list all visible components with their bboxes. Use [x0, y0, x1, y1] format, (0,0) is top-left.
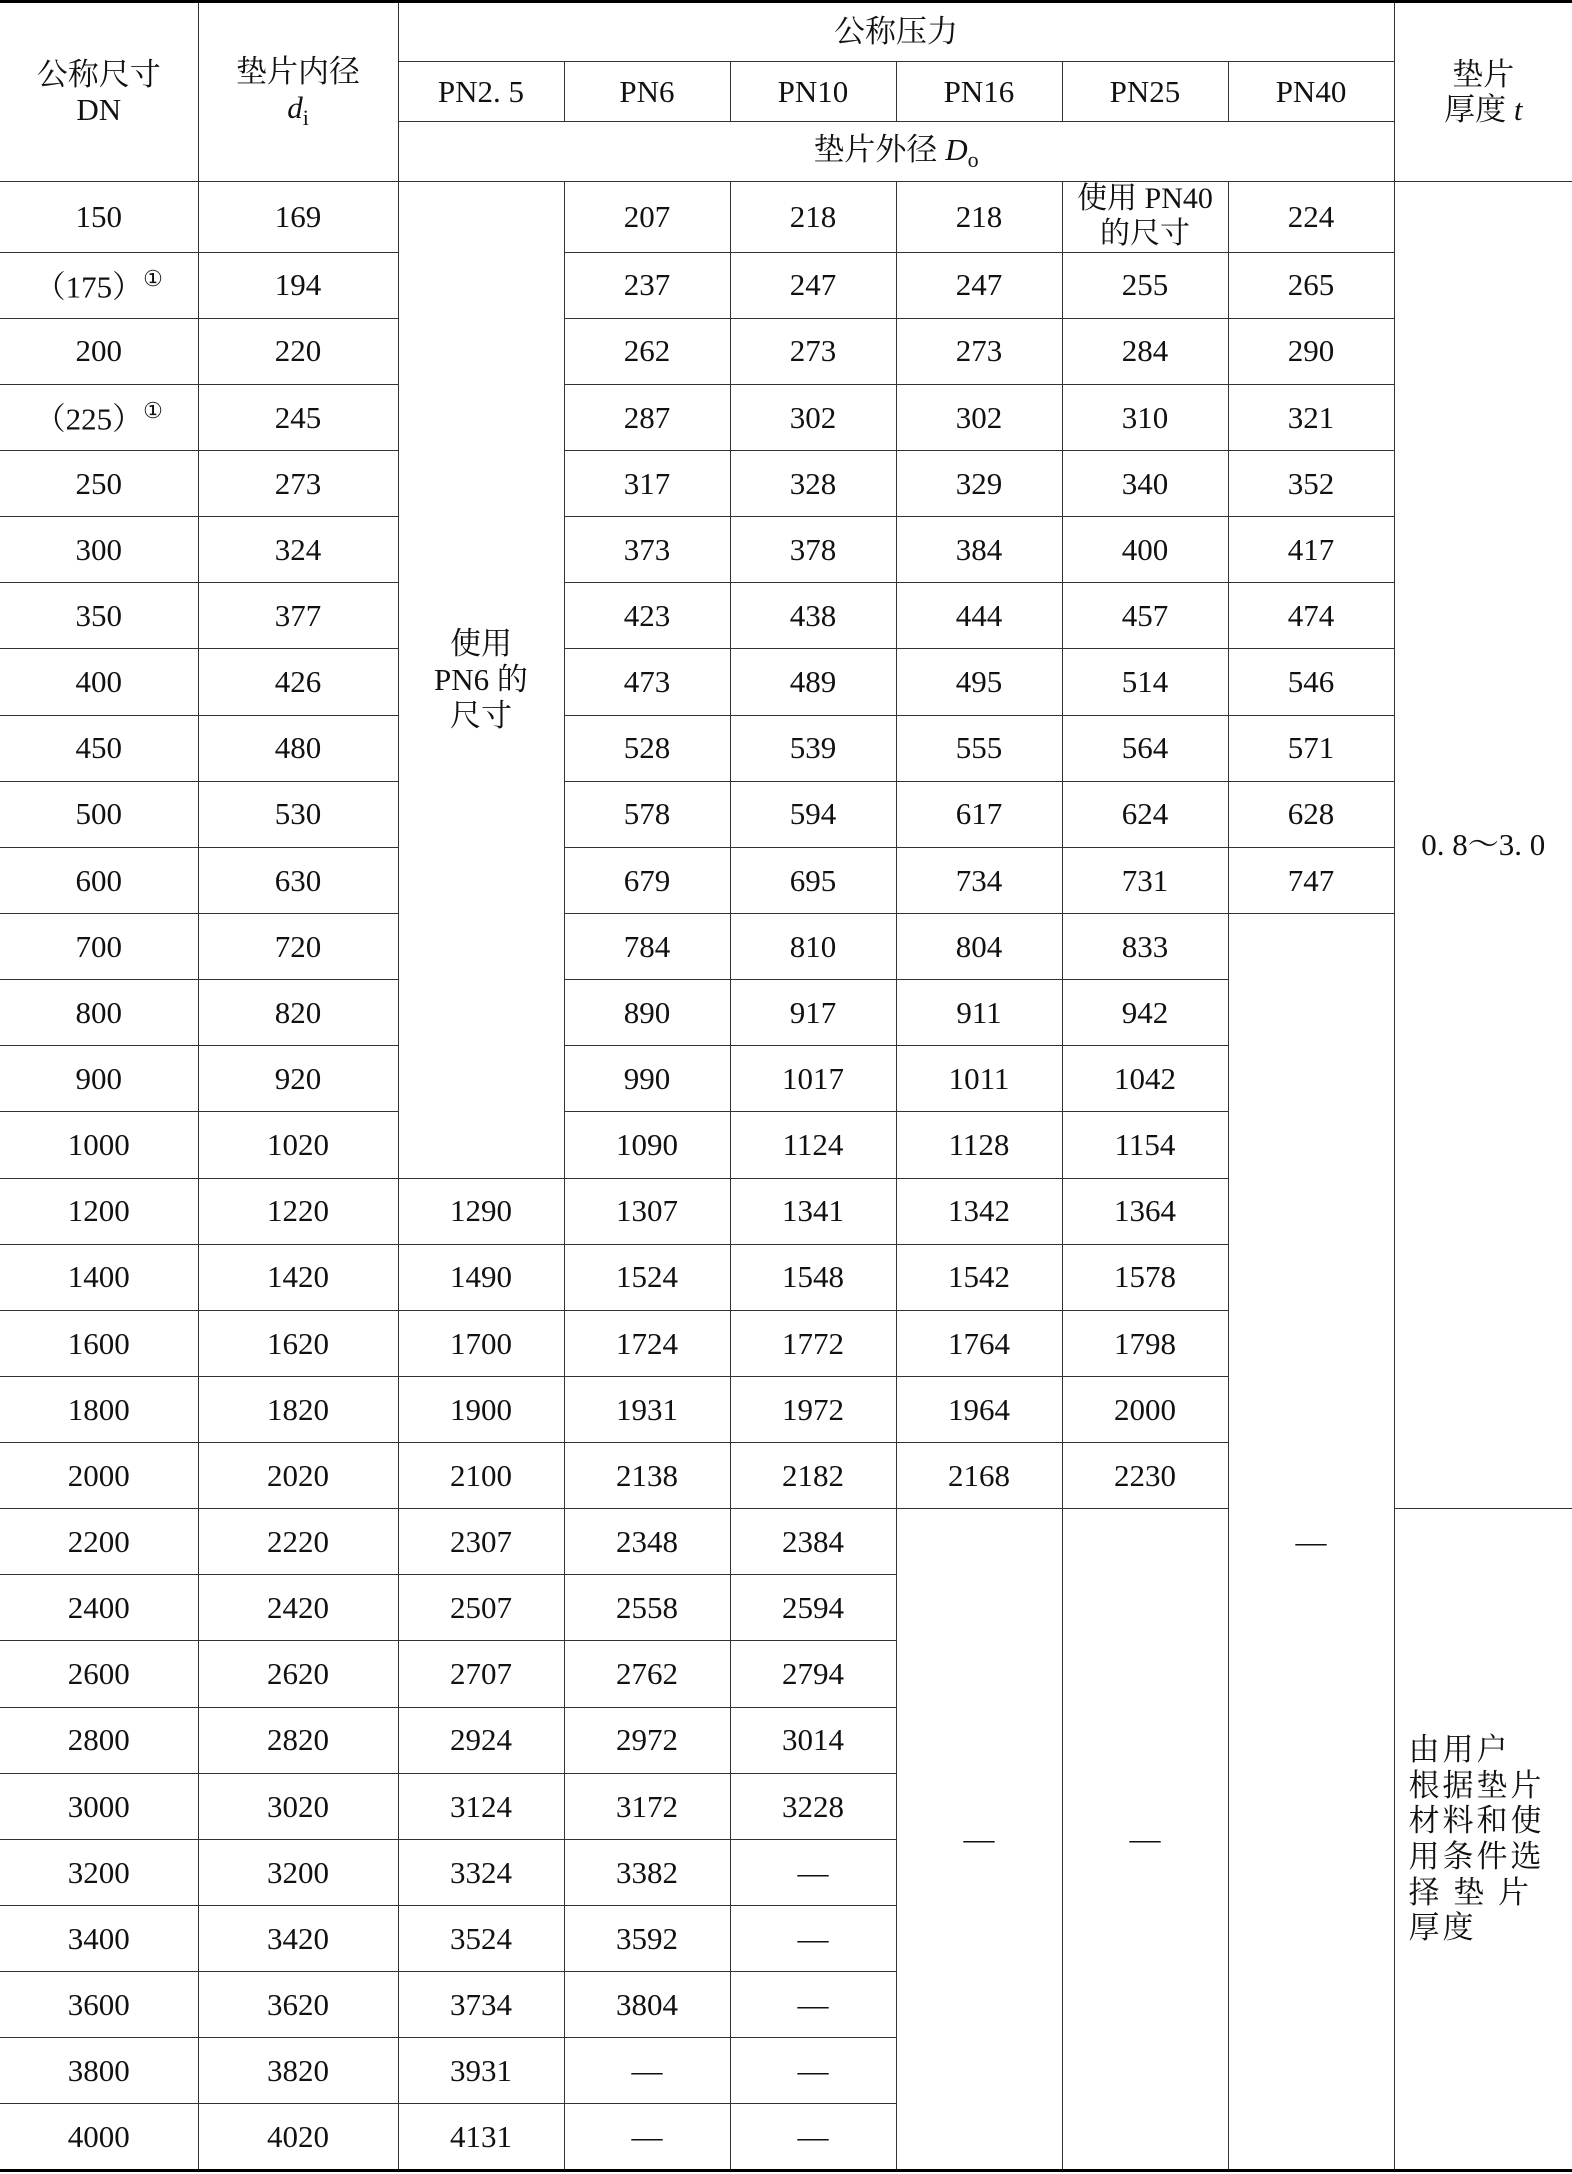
dn-value: 900: [75, 1060, 122, 1096]
di-cell: 480: [198, 715, 398, 781]
dn-value: （175）: [34, 268, 144, 304]
dn-value: 3400: [67, 1920, 130, 1956]
pn6-cell: 1524: [564, 1244, 730, 1310]
pn16-cell: 1128: [896, 1112, 1062, 1178]
pn25-cell: 833: [1062, 913, 1228, 979]
pn25-cell: 340: [1062, 450, 1228, 516]
pn10-cell: 2182: [730, 1443, 896, 1509]
pn25-cell: 731: [1062, 847, 1228, 913]
pn10-cell: 594: [730, 781, 896, 847]
di-cell: 3200: [198, 1839, 398, 1905]
di-cell: 1820: [198, 1376, 398, 1442]
pn10-cell: 1017: [730, 1046, 896, 1112]
dn-cell: [0, 2038, 198, 2104]
dn-cell: [0, 715, 198, 781]
pn40-cell: 546: [1228, 649, 1394, 715]
pn6-cell: 262: [564, 318, 730, 384]
pn6-cell: 423: [564, 583, 730, 649]
di-cell: 3620: [198, 1972, 398, 2038]
pn10-cell: 1772: [730, 1310, 896, 1376]
dn-cell: [0, 847, 198, 913]
pn25-cell: 1578: [1062, 1244, 1228, 1310]
di-cell: 194: [198, 252, 398, 318]
pn40-cell: 417: [1228, 517, 1394, 583]
dn-value: 800: [75, 994, 122, 1030]
di-cell: 530: [198, 781, 398, 847]
pn16-cell: 444: [896, 583, 1062, 649]
pn6-cell: 2558: [564, 1575, 730, 1641]
di-cell: 2820: [198, 1707, 398, 1773]
pn6-cell: 2138: [564, 1443, 730, 1509]
dn-cell: [0, 980, 198, 1046]
pn-column-header: PN16: [896, 62, 1062, 122]
note-line: 由用户: [1408, 1732, 1511, 1768]
dn-value: 1200: [67, 1193, 130, 1229]
pn6-cell: 1307: [564, 1178, 730, 1244]
dn-value: 500: [75, 796, 122, 832]
dn-cell: [0, 781, 198, 847]
pn2_5-cell: 3124: [398, 1773, 564, 1839]
thickness-header: 垫片 厚度 t: [1394, 2, 1572, 182]
pn10-cell: 695: [730, 847, 896, 913]
pn6-cell: 237: [564, 252, 730, 318]
pn40-cell: 224: [1228, 182, 1394, 252]
pn2_5-cell: 2307: [398, 1509, 564, 1575]
pn6-cell: 3382: [564, 1839, 730, 1905]
di-cell: 2420: [198, 1575, 398, 1641]
di-cell: 3420: [198, 1906, 398, 1972]
table-row: [0, 913, 1572, 979]
pn-column-header: PN2. 5: [398, 62, 564, 122]
pn40-cell: 571: [1228, 715, 1394, 781]
dn-cell: [0, 252, 198, 318]
pn16-cell: 218: [896, 182, 1062, 252]
table-row: [0, 450, 1572, 516]
note-line: 根据垫片: [1408, 1767, 1545, 1803]
pn40-cell: 474: [1228, 583, 1394, 649]
dn-cell: [0, 1178, 198, 1244]
pn10-cell: 917: [730, 980, 896, 1046]
pn16-cell: 734: [896, 847, 1062, 913]
dn-cell: [0, 1376, 198, 1442]
pn10-cell: —: [730, 2104, 896, 2171]
pn10-cell: —: [730, 1839, 896, 1905]
note-line: 厚度: [1408, 1910, 1477, 1946]
di-cell: 630: [198, 847, 398, 913]
pn2_5-cell: 4131: [398, 2104, 564, 2171]
dn-cell: [0, 450, 198, 516]
dn-cell: [0, 384, 198, 450]
pn10-cell: 218: [730, 182, 896, 252]
pn10-cell: 273: [730, 318, 896, 384]
pn10-cell: 1341: [730, 1178, 896, 1244]
pn-column-header: PN6: [564, 62, 730, 122]
pn10-cell: —: [730, 1906, 896, 1972]
pn2_5-cell: 1700: [398, 1310, 564, 1376]
note-line: 用条件选: [1408, 1839, 1545, 1875]
dn-cell: [0, 1839, 198, 1905]
pn6-cell: 473: [564, 649, 730, 715]
di-cell: 920: [198, 1046, 398, 1112]
dn-value: 700: [75, 928, 122, 964]
pn6-cell: 990: [564, 1046, 730, 1112]
pn16-cell: 2168: [896, 1443, 1062, 1509]
pn10-cell: 3228: [730, 1773, 896, 1839]
pn16-cell: 1542: [896, 1244, 1062, 1310]
pn40-cell: 628: [1228, 781, 1394, 847]
pn10-cell: 247: [730, 252, 896, 318]
pn6-cell: 2348: [564, 1509, 730, 1575]
table-row: [0, 252, 1572, 318]
pn25-cell: 564: [1062, 715, 1228, 781]
pn16-cell: 1764: [896, 1310, 1062, 1376]
dn-cell: [0, 517, 198, 583]
table-row: [0, 384, 1572, 450]
dn-value: 300: [75, 531, 122, 567]
dn-cell: [0, 1310, 198, 1376]
di-cell: 720: [198, 913, 398, 979]
pn6-cell: 3172: [564, 1773, 730, 1839]
pn6-cell: 1931: [564, 1376, 730, 1442]
di-cell: 169: [198, 182, 398, 252]
pn25-cell: 942: [1062, 980, 1228, 1046]
di-cell: 1620: [198, 1310, 398, 1376]
dn-cell: [0, 1641, 198, 1707]
dn-value: 4000: [67, 2118, 130, 2154]
pn16-cell: 1964: [896, 1376, 1062, 1442]
pn25-cell: 310: [1062, 384, 1228, 450]
pn25-cell: 400: [1062, 517, 1228, 583]
pn10-cell: 328: [730, 450, 896, 516]
table-row: [0, 847, 1572, 913]
dn-cell: [0, 1046, 198, 1112]
pn25-cell: 1798: [1062, 1310, 1228, 1376]
dn-cell: [0, 318, 198, 384]
di-header: 垫片内径 $d_i$: [198, 2, 398, 182]
dn-value: 2600: [67, 1656, 130, 1692]
table-row: [0, 583, 1572, 649]
pn25-cell: 1042: [1062, 1046, 1228, 1112]
pn16-dash-cell: —: [896, 1509, 1062, 2171]
pn16-cell: 911: [896, 980, 1062, 1046]
di-cell: 1420: [198, 1244, 398, 1310]
dn-value: 250: [75, 465, 122, 501]
pn2_5-cell: 3324: [398, 1839, 564, 1905]
pn16-cell: 495: [896, 649, 1062, 715]
dn-value: 1800: [67, 1391, 130, 1427]
footnote-mark: ①: [143, 397, 163, 423]
dn-value: 1000: [67, 1127, 130, 1163]
pn10-cell: 2794: [730, 1641, 896, 1707]
pn6-cell: 207: [564, 182, 730, 252]
pn6-cell: —: [564, 2038, 730, 2104]
pn2_5-cell: 2100: [398, 1443, 564, 1509]
di-cell: 4020: [198, 2104, 398, 2171]
pn6-cell: 890: [564, 980, 730, 1046]
pn6-cell: —: [564, 2104, 730, 2171]
di-cell: 3020: [198, 1773, 398, 1839]
pn25-cell: 457: [1062, 583, 1228, 649]
pressure-header: 公称压力: [398, 2, 1394, 62]
pn-column-header: PN25: [1062, 62, 1228, 122]
pn10-cell: —: [730, 1972, 896, 2038]
pn6-cell: 528: [564, 715, 730, 781]
dn-value: 3200: [67, 1854, 130, 1890]
pn2_5-cell: 2507: [398, 1575, 564, 1641]
di-cell: 820: [198, 980, 398, 1046]
pn2_5-cell: 3524: [398, 1906, 564, 1972]
pn25-use-pn40-cell: [1062, 182, 1228, 252]
pn10-cell: 2594: [730, 1575, 896, 1641]
dn-value: 1400: [67, 1259, 130, 1295]
pn2_5-cell: 1900: [398, 1376, 564, 1442]
table-row: [0, 517, 1572, 583]
pn16-cell: 247: [896, 252, 1062, 318]
pn10-cell: 1972: [730, 1376, 896, 1442]
pn2_5-cell: 3734: [398, 1972, 564, 2038]
di-cell: 2220: [198, 1509, 398, 1575]
pn6-cell: 317: [564, 450, 730, 516]
dn-cell: [0, 1509, 198, 1575]
dn-cell: [0, 182, 198, 252]
dn-value: 3600: [67, 1986, 130, 2022]
pn16-cell: 617: [896, 781, 1062, 847]
dn-value: 2200: [67, 1523, 130, 1559]
dn-cell: [0, 1906, 198, 1972]
pn6-cell: 3804: [564, 1972, 730, 2038]
di-cell: 245: [198, 384, 398, 450]
table-body: [0, 2, 1572, 2171]
table-row: [0, 781, 1572, 847]
pn2_5-use-pn6-cell: [398, 182, 564, 1178]
pn40-cell: 265: [1228, 252, 1394, 318]
dn-value: 1600: [67, 1325, 130, 1361]
pn40-cell: 352: [1228, 450, 1394, 516]
pn16-cell: 555: [896, 715, 1062, 781]
dn-cell: [0, 913, 198, 979]
pn25-cell: 1154: [1062, 1112, 1228, 1178]
dn-cell: [0, 1443, 198, 1509]
pn16-cell: 1011: [896, 1046, 1062, 1112]
dn-value: 3800: [67, 2053, 130, 2089]
pn2_5-cell: 3931: [398, 2038, 564, 2104]
dn-value: 450: [75, 730, 122, 766]
dn-cell: [0, 1707, 198, 1773]
pn2_5-cell: 1290: [398, 1178, 564, 1244]
dn-value: 2800: [67, 1722, 130, 1758]
dn-value: （225）: [34, 401, 144, 437]
pn6-cell: 3592: [564, 1906, 730, 1972]
pn10-cell: 1548: [730, 1244, 896, 1310]
pn40-cell: 290: [1228, 318, 1394, 384]
merged-text: PN6 的: [434, 662, 528, 698]
pn2_5-cell: 2707: [398, 1641, 564, 1707]
dn-value: 2400: [67, 1590, 130, 1626]
table-row: [0, 318, 1572, 384]
di-cell: 3820: [198, 2038, 398, 2104]
pn10-cell: 302: [730, 384, 896, 450]
pn25-cell: 255: [1062, 252, 1228, 318]
di-cell: 2020: [198, 1443, 398, 1509]
dn-cell: [0, 1773, 198, 1839]
merged-text: 使用: [450, 626, 512, 662]
pn10-cell: 378: [730, 517, 896, 583]
dn-value: 200: [75, 333, 122, 369]
pn25-cell: 2230: [1062, 1443, 1228, 1509]
pn25-cell: 514: [1062, 649, 1228, 715]
di-cell: 377: [198, 583, 398, 649]
pn2_5-cell: 2924: [398, 1707, 564, 1773]
pn6-cell: 2972: [564, 1707, 730, 1773]
pn10-cell: 3014: [730, 1707, 896, 1773]
merged-text: 的尺寸: [1100, 216, 1190, 250]
pn16-cell: 329: [896, 450, 1062, 516]
di-cell: 426: [198, 649, 398, 715]
dn-cell: [0, 1244, 198, 1310]
dn-cell: [0, 1575, 198, 1641]
pn16-cell: 273: [896, 318, 1062, 384]
pn16-cell: 1342: [896, 1178, 1062, 1244]
footnote-mark: ①: [143, 265, 163, 291]
pn16-cell: 302: [896, 384, 1062, 450]
merged-text: 使用 PN40: [1077, 182, 1213, 216]
do-header: 垫片外径 $D_o$: [398, 122, 1394, 182]
dn-value: 400: [75, 664, 122, 700]
pn10-cell: 810: [730, 913, 896, 979]
pn16-cell: 384: [896, 517, 1062, 583]
note-line: 材料和使: [1408, 1803, 1545, 1839]
dn-cell: [0, 649, 198, 715]
dn-value: 2000: [67, 1457, 130, 1493]
thickness-note-cell: [1394, 1509, 1572, 2171]
dn-cell: [0, 1112, 198, 1178]
pn25-cell: 284: [1062, 318, 1228, 384]
pn40-cell: 747: [1228, 847, 1394, 913]
pn-column-header: PN10: [730, 62, 896, 122]
dn-cell: [0, 2104, 198, 2171]
di-cell: 2620: [198, 1641, 398, 1707]
dn-value: 150: [75, 199, 122, 235]
pn16-cell: 804: [896, 913, 1062, 979]
pn25-dash-cell: —: [1062, 1509, 1228, 2171]
pn40-dash-cell: —: [1228, 913, 1394, 2170]
pn25-cell: 1364: [1062, 1178, 1228, 1244]
pn6-cell: 1724: [564, 1310, 730, 1376]
dn-value: 3000: [67, 1788, 130, 1824]
pn6-cell: 679: [564, 847, 730, 913]
pn6-cell: 287: [564, 384, 730, 450]
pn10-cell: 2384: [730, 1509, 896, 1575]
pn6-cell: 784: [564, 913, 730, 979]
pn6-cell: 2762: [564, 1641, 730, 1707]
dn-header: 公称尺寸 DN: [0, 2, 198, 182]
pn10-cell: 438: [730, 583, 896, 649]
di-cell: 1220: [198, 1178, 398, 1244]
pn25-cell: 2000: [1062, 1376, 1228, 1442]
di-cell: 324: [198, 517, 398, 583]
pn6-cell: 373: [564, 517, 730, 583]
dn-cell: [0, 1972, 198, 2038]
table-row: [0, 649, 1572, 715]
table-row: [0, 715, 1572, 781]
di-cell: 220: [198, 318, 398, 384]
pn-column-header: PN40: [1228, 62, 1394, 122]
pn10-cell: —: [730, 2038, 896, 2104]
di-cell: 273: [198, 450, 398, 516]
table-row: [0, 182, 1572, 252]
note-line: 择 垫 片: [1408, 1874, 1533, 1910]
merged-text: 尺寸: [450, 697, 512, 733]
dn-value: 600: [75, 862, 122, 898]
pn6-cell: 1090: [564, 1112, 730, 1178]
pn10-cell: 539: [730, 715, 896, 781]
thickness-value-cell: 0. 8～3. 0: [1394, 182, 1572, 1509]
pn2_5-cell: 1490: [398, 1244, 564, 1310]
pn6-cell: 578: [564, 781, 730, 847]
pn10-cell: 1124: [730, 1112, 896, 1178]
dn-cell: [0, 583, 198, 649]
pn10-cell: 489: [730, 649, 896, 715]
di-cell: 1020: [198, 1112, 398, 1178]
dn-value: 350: [75, 597, 122, 633]
pn25-cell: 624: [1062, 781, 1228, 847]
header-row-1: [0, 2, 1572, 62]
pn40-cell: 321: [1228, 384, 1394, 450]
